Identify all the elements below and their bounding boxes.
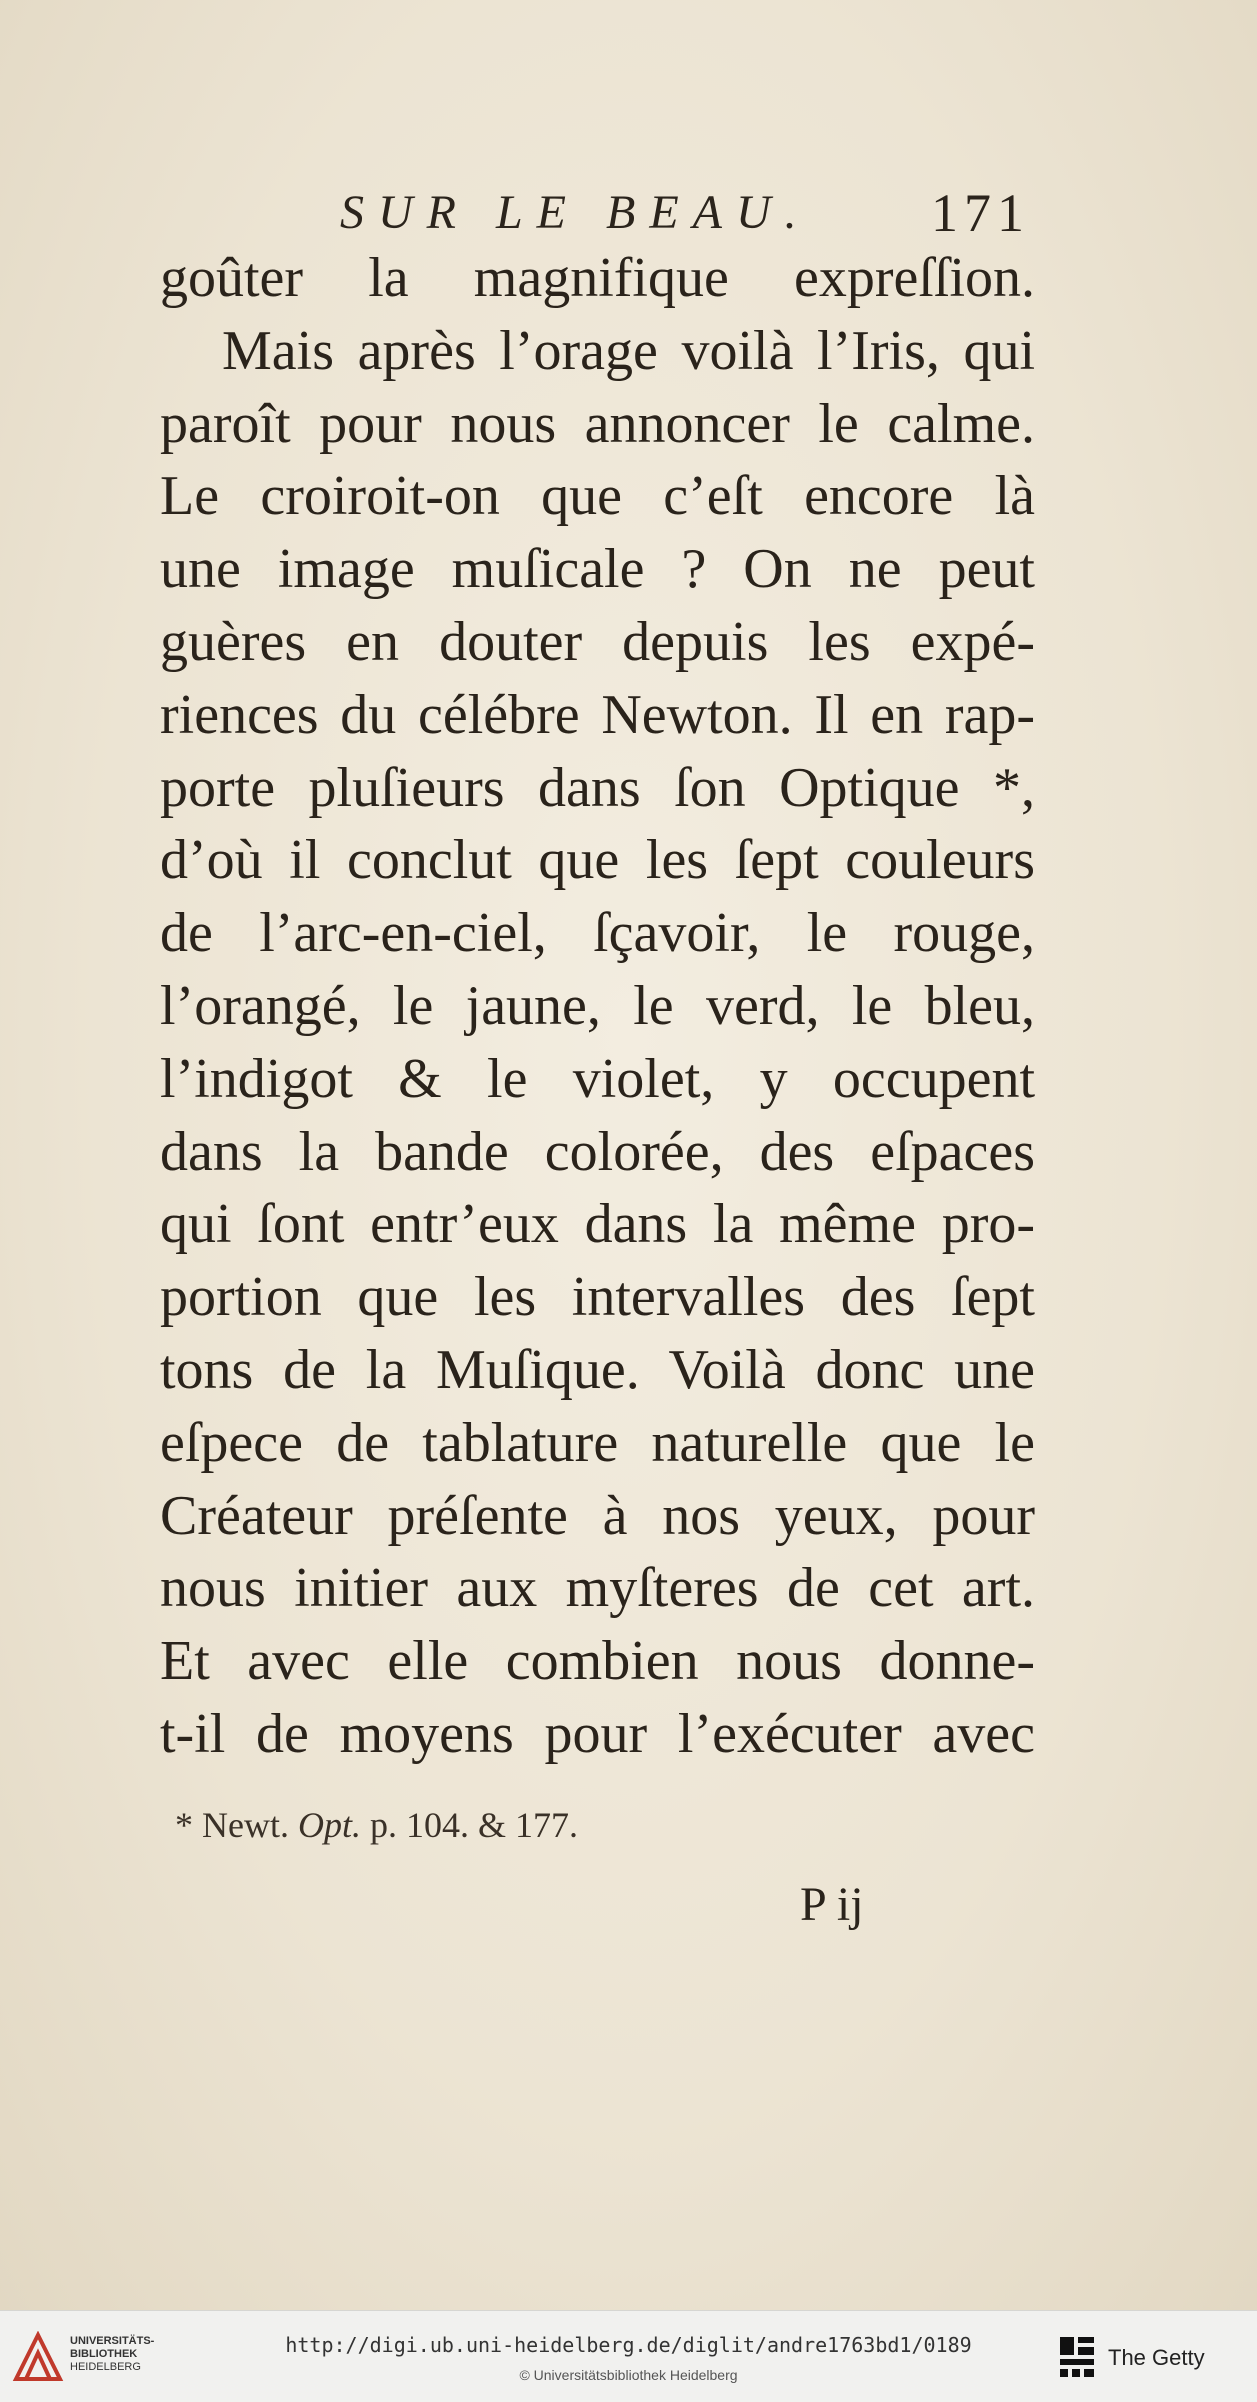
signature-mark: P ij bbox=[800, 1878, 864, 1931]
text-line: dans la bande colorée, des eſpaces bbox=[160, 1120, 1035, 1183]
text-line: nous initier aux myſteres de cet art. bbox=[160, 1557, 1035, 1620]
text-line: d’où il conclut que les ſept couleurs bbox=[160, 829, 1035, 892]
text-line: t-il de moyens pour l’exécuter avec bbox=[160, 1702, 1035, 1765]
library-name-line: BIBLIOTHEK bbox=[70, 2348, 138, 2360]
text-line: de l’arc-en-ciel, ſçavoir, le rouge, bbox=[160, 902, 1035, 965]
text-line: goûter la magnifique expreſſion. bbox=[160, 247, 1035, 309]
text-line: riences du célébre Newton. Il en rap- bbox=[160, 683, 1035, 746]
copyright-notice: © Universitätsbibliothek Heidelberg bbox=[519, 2367, 738, 2383]
footnote-work: Opt. bbox=[297, 1805, 361, 1845]
text-line: une image muſicale ? On ne peut bbox=[160, 538, 1035, 601]
text-line: tons de la Muſique. Voilà donc une bbox=[160, 1338, 1035, 1401]
footnote-prefix: * Newt. bbox=[175, 1805, 289, 1845]
text-line: l’orangé, le jaune, le verd, le bleu, bbox=[160, 974, 1035, 1037]
text-line: Mais après l’orage voilà l’Iris, qui bbox=[222, 319, 1035, 382]
text-line: paroît pour nous annoncer le calme. bbox=[160, 392, 1035, 455]
page-url-link[interactable]: http://digi.ub.uni-heidelberg.de/diglit/andre1763bd1/0189 bbox=[285, 2333, 972, 2357]
body-text bbox=[160, 242, 1035, 1771]
page-header bbox=[340, 178, 1030, 248]
getty-logo-icon[interactable] bbox=[1058, 2335, 1096, 2379]
library-name-line: HEIDELBERG bbox=[70, 2361, 141, 2373]
footnote-suffix: p. 104. & 177. bbox=[369, 1805, 578, 1845]
text-line: Le croiroit-on que c’eſt encore là bbox=[160, 465, 1035, 528]
footnote bbox=[175, 1800, 578, 1850]
viewer-footer bbox=[0, 2310, 1257, 2402]
text-line: l’indigot & le violet, y occupent bbox=[160, 1047, 1035, 1110]
text-line: guères en douter depuis les expé- bbox=[160, 610, 1035, 673]
page-number: 171 bbox=[931, 183, 1030, 243]
partner-name[interactable]: The Getty bbox=[1108, 2345, 1205, 2370]
text-line: Et avec elle combien nous donne- bbox=[160, 1630, 1035, 1693]
running-title: SUR LE BEAU. bbox=[340, 186, 811, 239]
text-line: qui ſont entr’eux dans la même pro- bbox=[160, 1193, 1035, 1256]
text-line: Créateur préſente à nos yeux, pour bbox=[160, 1484, 1035, 1547]
text-line: portion que les intervalles des ſept bbox=[160, 1266, 1035, 1329]
library-name-line: UNIVERSITÄTS- bbox=[70, 2335, 155, 2347]
text-line: porte pluſieurs dans ſon Optique *, bbox=[160, 756, 1035, 819]
text-line: eſpece de tablature naturelle que le bbox=[160, 1411, 1035, 1474]
